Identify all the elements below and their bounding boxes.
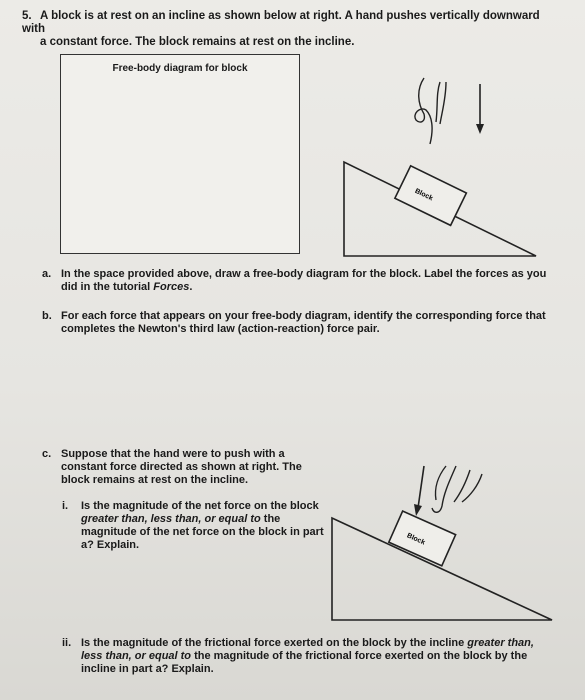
question-5-prompt bbox=[22, 10, 562, 49]
part-c-i-label: i. bbox=[62, 500, 69, 512]
block-label: Block bbox=[405, 532, 426, 547]
question-line-2: a constant force. The block remains at rest on the incline. bbox=[40, 36, 355, 48]
incline-diagram-top bbox=[300, 70, 550, 260]
block-shape bbox=[395, 166, 467, 226]
block-label: Block bbox=[413, 187, 434, 203]
question-number: 5. bbox=[22, 10, 32, 22]
hand-sketch bbox=[415, 78, 446, 144]
part-a bbox=[42, 268, 547, 294]
part-c-text: Suppose that the hand were to push with a constant force directed as shown at right. The block remains at rest on the incline. bbox=[61, 448, 302, 486]
part-c-ii-text: Is the magnitude of the frictional force exerted on the block by the incline greater than, less than, or equal to the magnitude of the frictional force exerted on the block by the incline in part a? Explain. bbox=[81, 637, 534, 675]
part-c-i-text: Is the magnitude of the net force on the block greater than, less than, or equal to the magnitude of the net force on the block in part a? Explain. bbox=[81, 500, 324, 551]
block-shape bbox=[389, 511, 456, 566]
free-body-diagram-title: Free-body diagram for block bbox=[112, 63, 248, 74]
force-arrow-down bbox=[476, 84, 484, 134]
part-c-label: c. bbox=[42, 448, 52, 460]
part-b bbox=[42, 310, 547, 336]
incline-diagram-bottom bbox=[320, 452, 560, 627]
part-c-i bbox=[62, 500, 324, 552]
part-a-label: a. bbox=[42, 268, 52, 280]
part-b-text: For each force that appears on your free-body diagram, identify the corresponding force that completes the Newton's third law (action-reaction) force pair. bbox=[61, 310, 546, 335]
part-c-ii-label: ii. bbox=[62, 637, 72, 649]
hand-sketch bbox=[432, 466, 482, 512]
force-arrow-angled bbox=[414, 466, 424, 516]
question-line-1: A block is at rest on an incline as shown below at right. A hand pushes vertically downward with bbox=[22, 10, 540, 35]
part-c-ii bbox=[62, 637, 552, 676]
free-body-diagram-box[interactable] bbox=[60, 54, 300, 254]
part-b-label: b. bbox=[42, 310, 52, 322]
part-c bbox=[42, 448, 327, 487]
part-a-text: In the space provided above, draw a free-body diagram for the block. Label the forces as you did in the tutorial Forces. bbox=[61, 268, 547, 293]
